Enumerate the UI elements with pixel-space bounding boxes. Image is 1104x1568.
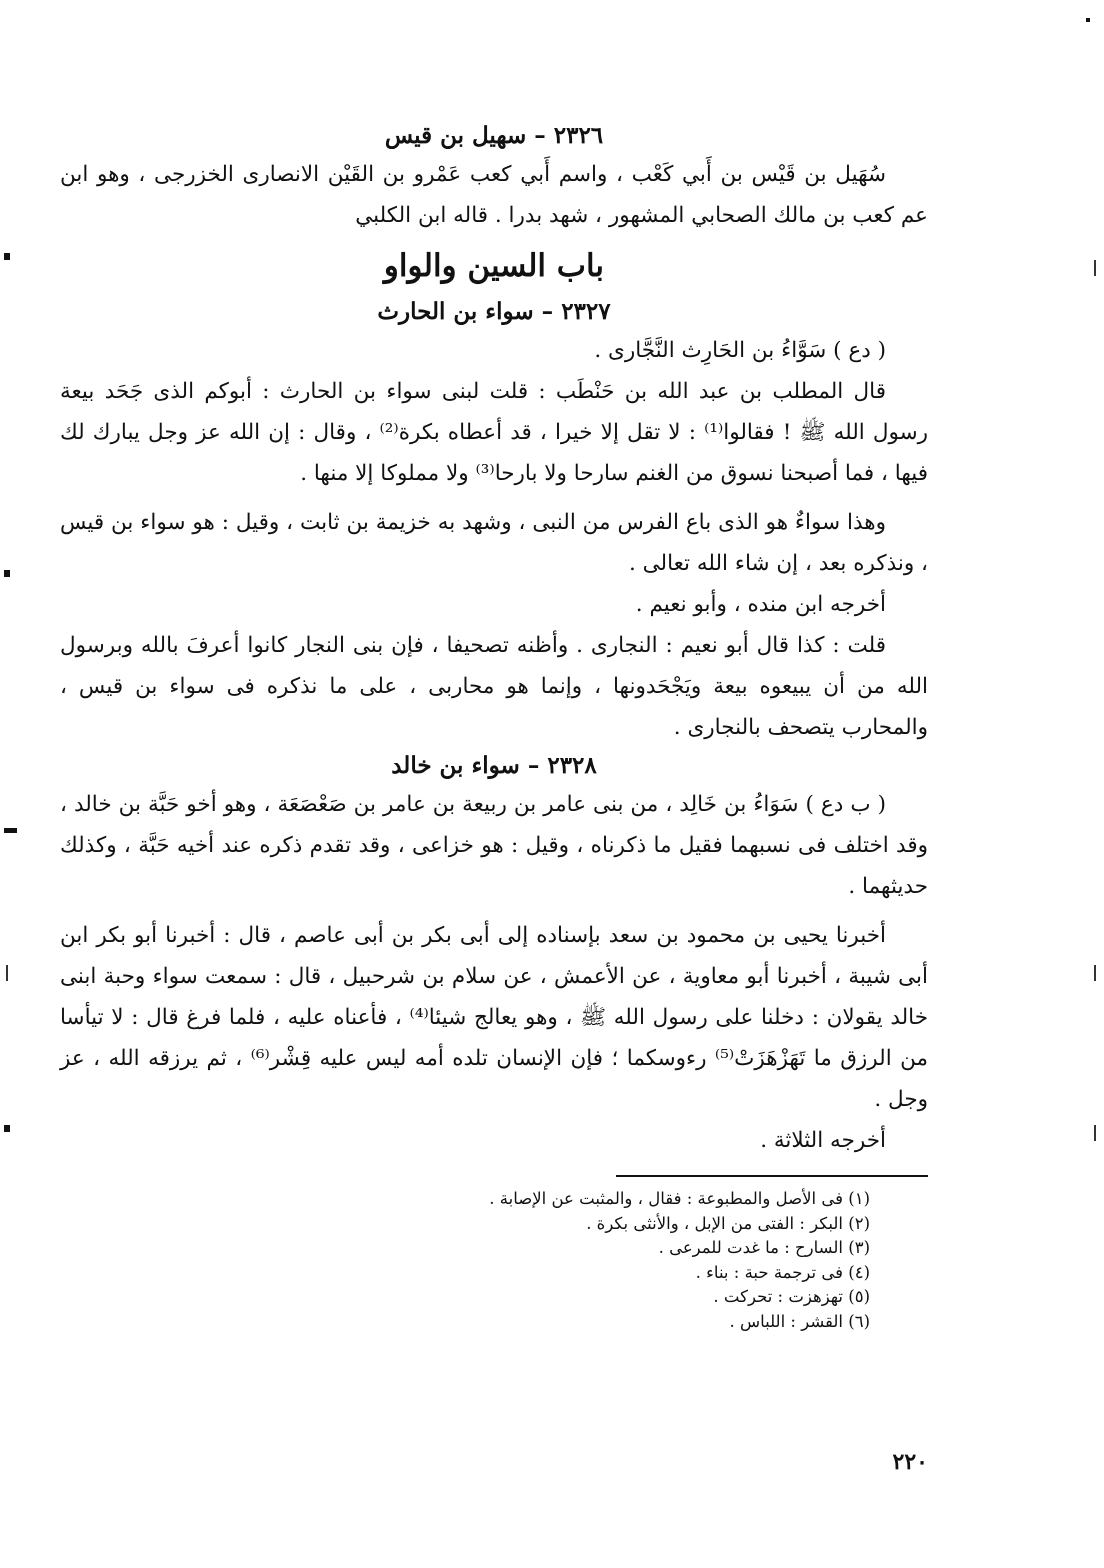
scan-speck	[1094, 965, 1096, 981]
scan-mark	[4, 828, 17, 833]
scan-mark	[4, 1125, 10, 1132]
entry-2327-paragraph-4: أخرجه ابن منده ، وأبو نعيم .	[635, 592, 886, 617]
entry-2327-paragraph-5: قلت : كذا قال أبو نعيم : النجارى . وأظنه تصحيفا ، فإن بنى النجار كانوا أعرفَ بالله وبرسول الله من أن يبيعوه بيعة ويَجْحَدونها ، وإنما هو محاربى ، على ما نذكره فى سواء بن قيس ، والمحارب يتصحف بالنجارى .	[60, 633, 928, 740]
footnotes	[60, 1187, 928, 1334]
scan-mark	[4, 253, 10, 260]
entry-2327-paragraph-2: قال المطلب بن عبد الله بن حَنْطَب : قلت لبنى سواء بن الحارث : أبوكم الذى جَحَد بيعة رسول الله ﷺ ! فقالوا⁽¹⁾ : لا تقل إلا خيرا ، قد أعطاه بكرة⁽²⁾ ، وقال : إن الله عز وجل يبارك لك فيها ، فما أصبحنا نسوق من الغنم سارحا ولا بارحا⁽³⁾ ولا مملوكا إلا منها .	[60, 379, 928, 486]
scan-mark	[1086, 18, 1090, 22]
footnote-3: (٣) السارح : ما غدت للمرعى .	[658, 1238, 870, 1257]
entry-2328-title: ٢٣٢٨ – سواء بن خالد	[391, 752, 597, 779]
entry-2327-paragraph-1: ( دع ) سَوَّاءُ بن الحَارِث النَّجَّارى .	[594, 338, 886, 363]
entry-2327-title: ٢٣٢٧ – سواء بن الحارث	[377, 298, 611, 325]
scan-speck	[6, 965, 8, 981]
scan-speck	[1094, 1125, 1096, 1141]
footnote-separator	[616, 1175, 928, 1177]
entry-2328-paragraph-1: ( ب دع ) سَوَاءُ بن خَالِد ، من بنى عامر بن ربيعة بن عامر بن صَعْصَعَة ، وهو أخو حَبَّة بن خالد ، وقد اختلف فى نسبهما فقيل ما ذكرناه ، وقيل : هو خزاعى ، وقد تقدم ذكره عند أخيه حَبَّة ، وكذلك حديثهما .	[60, 792, 928, 899]
footnote-4: (٤) فى ترجمة حبة : بناء .	[695, 1262, 870, 1282]
entry-2327-paragraph-3: وهذا سواءٌ هو الذى باع الفرس من النبى ، وشهد به خزيمة بن ثابت ، وقيل : هو سواء بن قيس ، ونذكره بعد ، إن شاء الله تعالى .	[60, 510, 928, 576]
footnote-2: (٢) البكر : الفتى من الإبل ، والأنثى بكرة .	[586, 1213, 870, 1233]
document-page	[60, 118, 928, 1334]
scan-speck	[1094, 260, 1096, 276]
scan-mark	[4, 570, 10, 577]
footnote-5: (٥) تهزهزت : تحركت .	[713, 1287, 870, 1306]
entry-2328-paragraph-2: أخبرنا يحيى بن محمود بن سعد بإسناده إلى أبى بكر بن أبى عاصم ، قال : أخبرنا أبو بكر ابن أبى شيبة ، أخبرنا أبو معاوية ، عن الأعمش ، عن سلام بن شرحبيل ، قال : سمعت سواء وحبة ابنى خالد يقولان : دخلنا على رسول الله ﷺ ، وهو يعالج شيئا⁽⁴⁾ ، فأعناه عليه ، فلما فرغ قال : لا تيأسا من الرزق ما تَهَزْهَزَتْ⁽⁵⁾ رءوسكما ؛ فإن الإنسان تلده أمه ليس عليه قِشْر⁽⁶⁾ ، ثم يرزقه الله ، عز وجل .	[60, 923, 929, 1112]
entry-2326-paragraph: سُهَيل بن قَيْس بن أَبي كَعْب ، واسم أَبي كعب عَمْرو بن القَيْن الانصارى الخزرجى ، وهو ابن عم كعب بن مالك الصحابي المشهور ، شهد بدرا . قاله ابن الكلبي	[60, 162, 928, 228]
footnote-6: (٦) القشر : اللباس .	[729, 1311, 870, 1331]
page-number: ٢٢٠	[892, 1449, 928, 1475]
chapter-title: باب السين والواو	[383, 248, 605, 284]
entry-2328-paragraph-3: أخرجه الثلاثة .	[760, 1128, 886, 1153]
entry-2326-title: ٢٣٢٦ – سهيل بن قيس	[384, 122, 604, 149]
footnote-1: (١) فى الأصل والمطبوعة : فقال ، والمثبت عن الإصابة .	[489, 1189, 870, 1208]
